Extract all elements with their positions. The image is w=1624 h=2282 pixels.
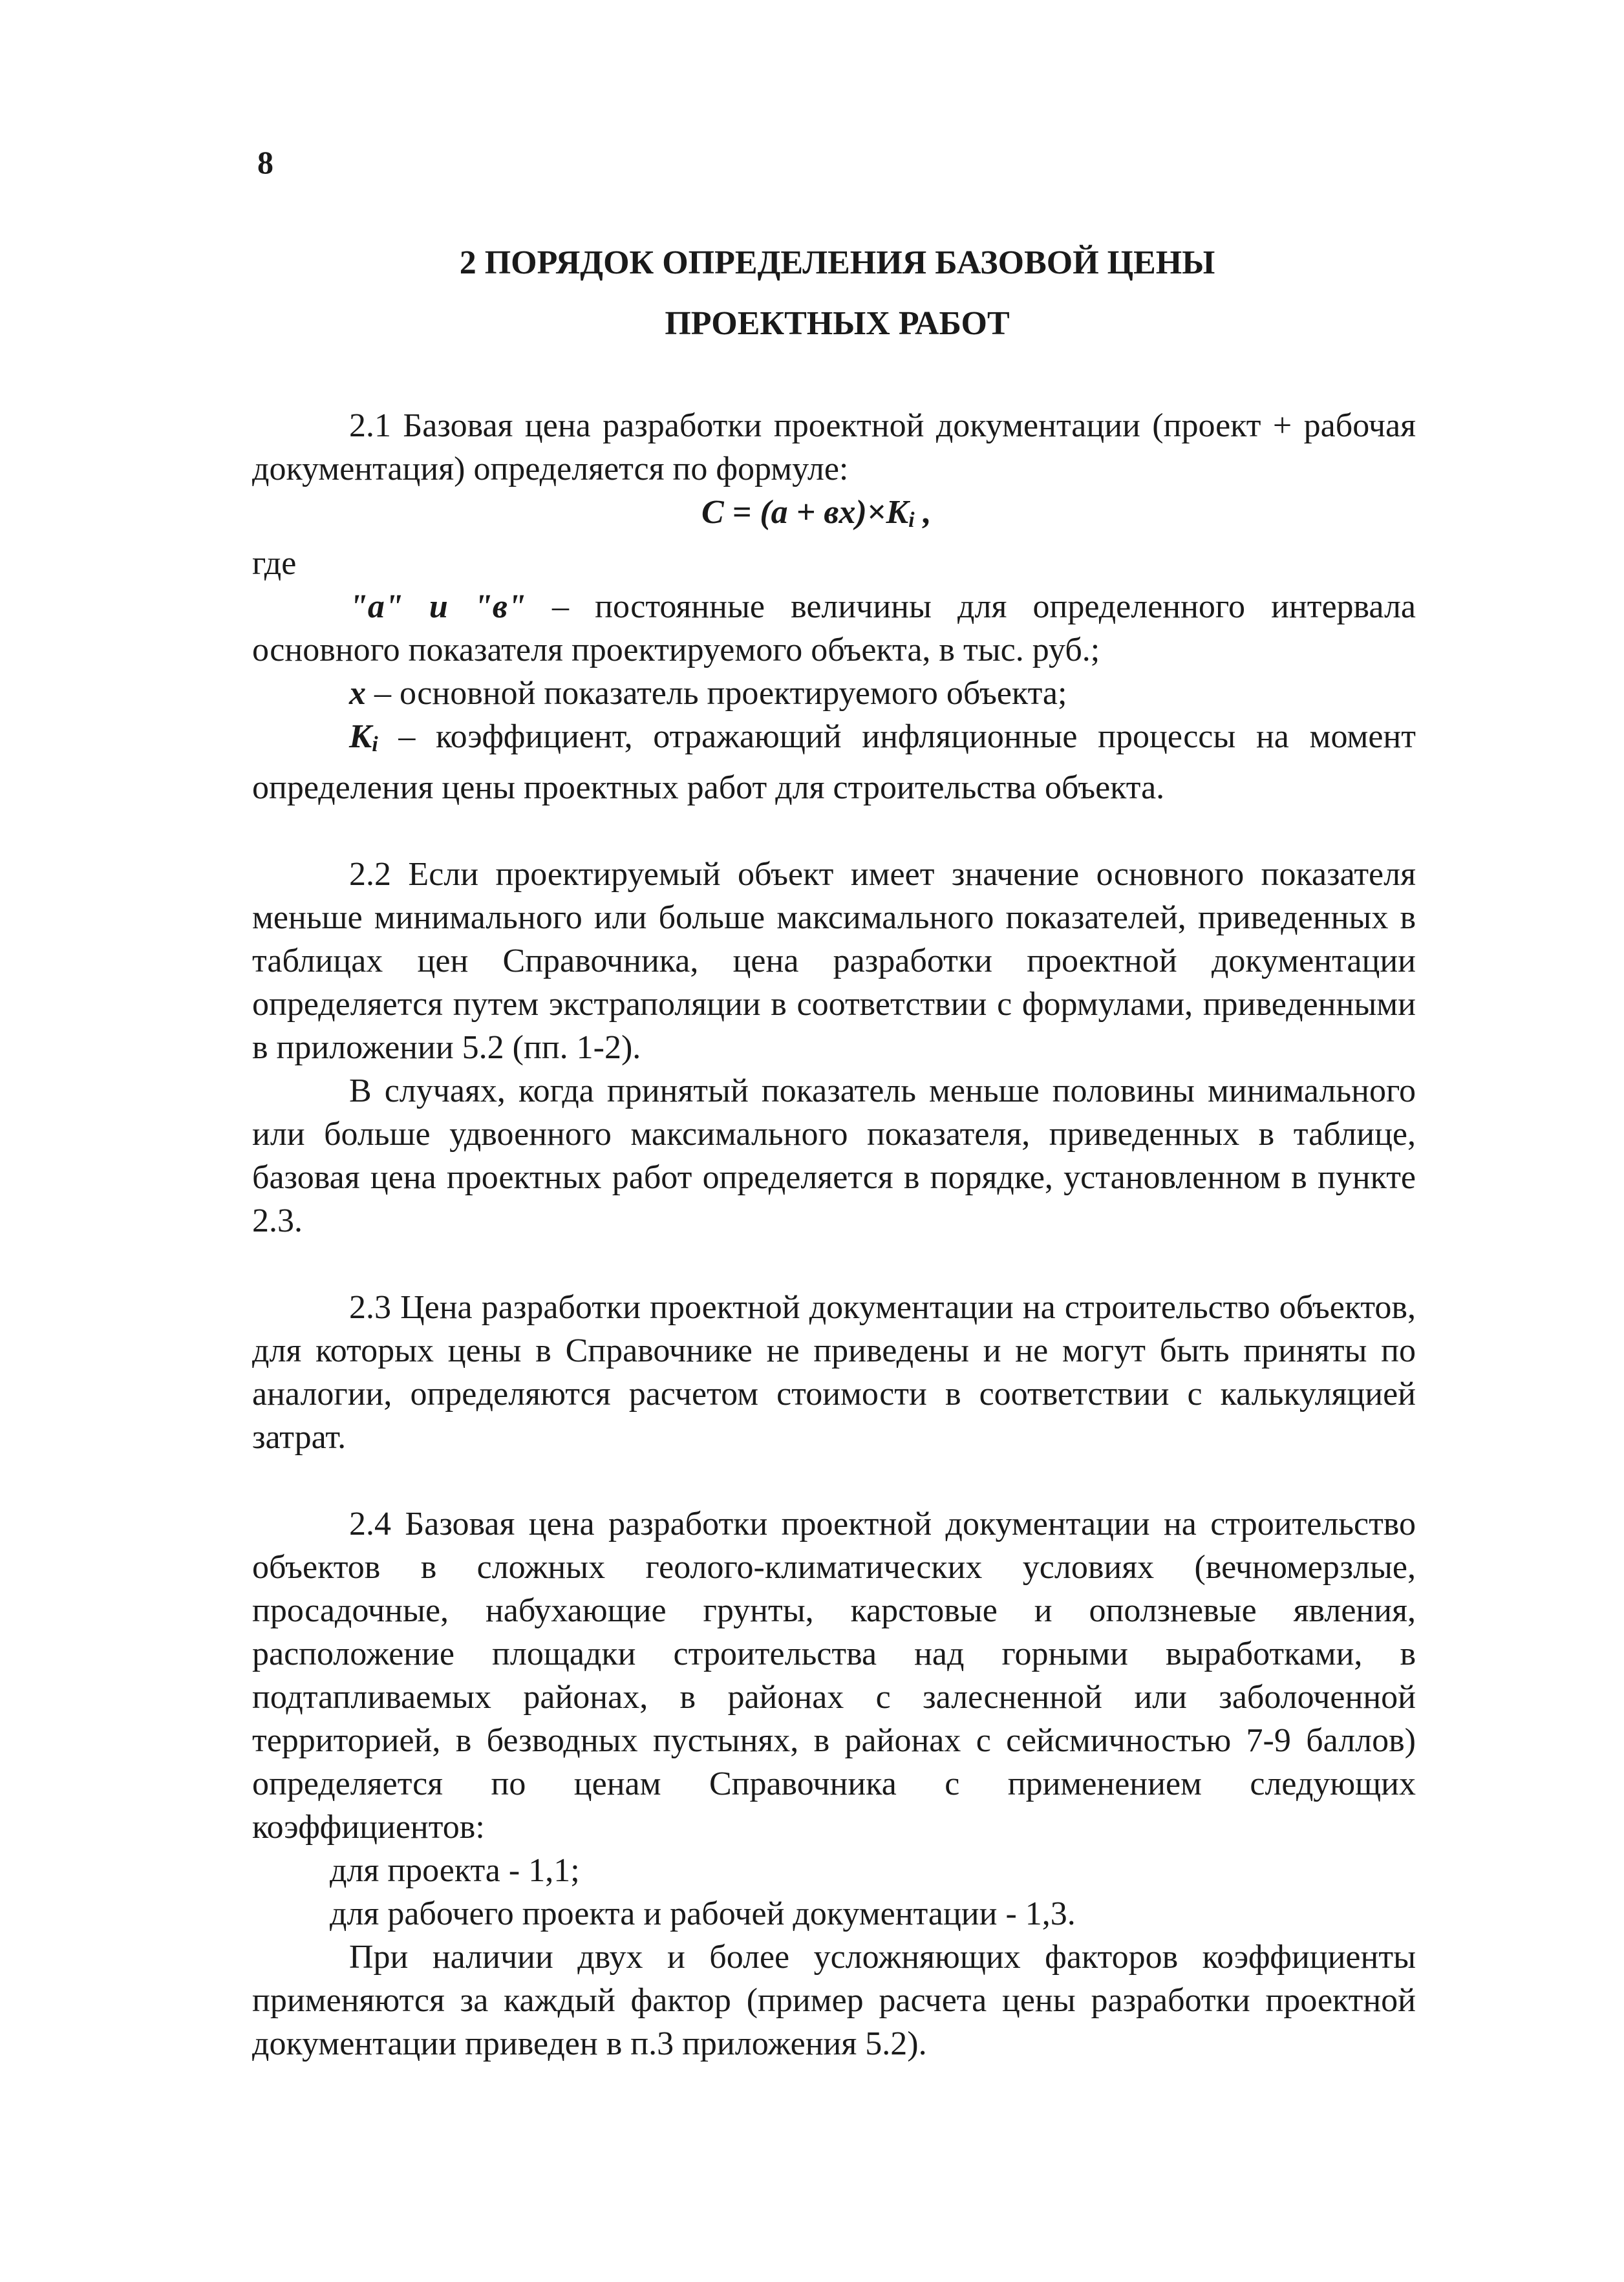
paragraph-2-4: 2.4 Базовая цена разработки проектной документации на строительство объектов в сложных геолого-климатических условиях (вечномерзлые, просадочные, набухающие грунты, карстовые и оползневые явления, расположение площадки строительства над горными выработками, в подтапливаемых районах, в районах с залесненной или заболоченной территорией, в безводных пустынях, в районах с сейсмичностью 7-9 баллов) определяется по ценам Справочника с применением следующих коэффициентов: (252, 1506, 1416, 1846)
var-k (349, 718, 378, 755)
paragraph-2-3: 2.3 Цена разработки проектной документации на строительство объектов, для которых цены в Справочнике не приведены и не могут быть приняты по аналогии, определяются расчетом стоимости в соответствии с калькуляцией затрат. (252, 1289, 1416, 1456)
price-formula (252, 491, 1416, 542)
formula-subscript: i (908, 508, 915, 532)
page-number: 8 (257, 144, 273, 180)
definition-a-b (252, 585, 1416, 672)
where-label: где (252, 545, 297, 582)
paragraph-2-4-cont: При наличии двух и более усложняющих факторов коэффициенты применяются за каждый фактор (пример расчета цены разработки проектной документации приведен в п.3 приложения 5.2). (252, 1939, 1416, 2062)
formula-tail: , (914, 494, 932, 531)
paragraph-2-2-cont: В случаях, когда принятый показатель меньше половины минимального или больше удвоенного максимального показателя, приведенных в таблице, базовая цена проектных работ определяется в порядке, установленном в пункте 2.3. (252, 1072, 1416, 1239)
var-k-subscript: i (372, 732, 378, 756)
definition-k (252, 715, 1416, 809)
var-k-letter: К (349, 718, 372, 755)
coefficient-project: для проекта - 1,1; (330, 1852, 580, 1889)
var-a-b: "а" и "в" (349, 588, 526, 625)
coefficient-working-project: для рабочего проекта и рабочей документации - 1,3. (330, 1895, 1076, 1932)
paragraph-2-1: 2.1 Базовая цена разработки проектной документации (проект + рабочая документация) определяется по формуле: (252, 407, 1416, 487)
document-body (252, 404, 1416, 2065)
var-x: х (349, 675, 366, 712)
formula-main: С = (а + вх)×K (701, 494, 909, 531)
heading-line-1: 2 ПОРЯДОК ОПРЕДЕЛЕНИЯ БАЗОВОЙ ЦЕНЫ (459, 244, 1215, 281)
definition-a-b-text: – постоянные величины для определенного интервала основного показателя проектируемого объекта, в тыс. руб.; (252, 588, 1416, 668)
definition-k-text: – коэффициент, отражающий инфляционные процессы на момент определения цены проектных работ для строительства объекта. (252, 718, 1416, 806)
heading-line-2: ПРОЕКТНЫХ РАБОТ (665, 305, 1010, 342)
section-heading (194, 233, 1480, 354)
definition-x (252, 672, 1416, 715)
definition-x-text: – основной показатель проектируемого объекта; (366, 675, 1067, 712)
paragraph-2-2: 2.2 Если проектируемый объект имеет значение основного показателя меньше минимального или больше максимального показателей, приведенных в таблицах цен Справочника, цена разработки проектной документации определяется путем экстраполяции в соответствии с формулами, приведенными в приложении 5.2 (пп. 1-2). (252, 856, 1416, 1066)
